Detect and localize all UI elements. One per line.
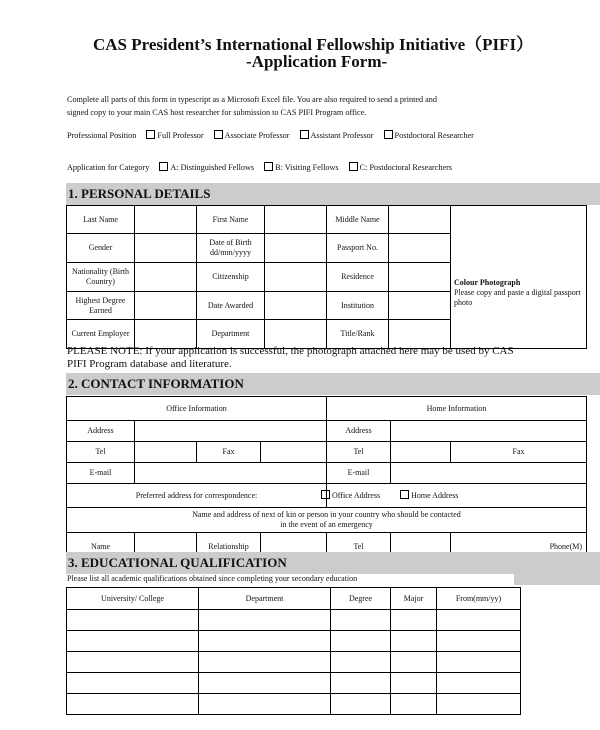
input-passport-no[interactable] xyxy=(389,234,451,263)
input-office-tel[interactable] xyxy=(135,442,197,463)
input-cell[interactable] xyxy=(437,694,521,715)
label-home-address: Address xyxy=(327,421,391,442)
input-institution[interactable] xyxy=(389,292,451,320)
option-postdoctoral: Postdoctoral Researcher xyxy=(394,131,474,140)
instructions-line-2: signed copy to your main CAS host researcher for submission to CAS PIFI Program office. xyxy=(67,108,367,117)
checkbox-associate-professor[interactable] xyxy=(214,130,223,139)
checkbox-category-a[interactable] xyxy=(159,162,168,171)
input-cell[interactable] xyxy=(199,610,331,631)
input-cell[interactable] xyxy=(437,673,521,694)
label-date-of-birth: Date of Birth dd/mm/yyyy xyxy=(197,234,265,263)
input-home-email[interactable] xyxy=(391,463,587,484)
col-major: Major xyxy=(391,588,437,610)
input-cell[interactable] xyxy=(331,610,391,631)
home-information-header: Home Information xyxy=(327,397,587,421)
table-row xyxy=(67,610,521,631)
input-first-name[interactable] xyxy=(265,206,327,234)
checkbox-postdoctoral[interactable] xyxy=(384,130,393,139)
input-cell[interactable] xyxy=(391,610,437,631)
input-highest-degree[interactable] xyxy=(135,292,197,320)
input-cell[interactable] xyxy=(67,631,199,652)
label-highest-degree: Highest Degree Earned xyxy=(67,292,135,320)
input-residence[interactable] xyxy=(389,263,451,292)
input-cell[interactable] xyxy=(391,694,437,715)
option-category-b: B: Visiting Fellows xyxy=(275,163,339,172)
option-assistant-professor: Assistant Professor xyxy=(310,131,374,140)
table-row xyxy=(67,673,521,694)
col-degree: Degree xyxy=(331,588,391,610)
education-subtitle: Please list all academic qualifications obtained since completing your secondary education xyxy=(67,574,358,583)
application-category-row xyxy=(67,162,452,172)
label-preferred-address: Preferred address for correspondence: xyxy=(67,484,327,508)
label-kin-tel: Tel xyxy=(327,533,391,561)
checkbox-home-address[interactable] xyxy=(400,490,409,499)
label-passport-no: Passport No. xyxy=(327,234,389,263)
section-bar-extension xyxy=(514,183,600,205)
checkbox-full-professor[interactable] xyxy=(146,130,155,139)
label-kin-name: Name xyxy=(67,533,135,561)
office-information-header: Office Information xyxy=(67,397,327,421)
input-cell[interactable] xyxy=(437,610,521,631)
photo-note: PLEASE NOTE: If your application is successful, the photograph attached here may be used by CAS PIFI Program database and literature. xyxy=(67,345,514,370)
input-cell[interactable] xyxy=(331,673,391,694)
col-from: From(mm/yy) xyxy=(437,588,521,610)
preferred-address-options xyxy=(327,484,587,508)
input-cell[interactable] xyxy=(199,631,331,652)
label-kin-relationship: Relationship xyxy=(197,533,261,561)
input-cell[interactable] xyxy=(391,631,437,652)
section-personal-details: 1. PERSONAL DETAILS xyxy=(66,183,600,205)
input-home-tel[interactable] xyxy=(391,442,451,463)
photo-box[interactable] xyxy=(451,206,587,349)
input-cell[interactable] xyxy=(437,631,521,652)
input-middle-name[interactable] xyxy=(389,206,451,234)
label-office-fax: Fax xyxy=(197,442,261,463)
input-office-email[interactable] xyxy=(135,463,327,484)
input-cell[interactable] xyxy=(199,673,331,694)
input-cell[interactable] xyxy=(199,694,331,715)
col-department: Department xyxy=(199,588,331,610)
label-office-address: Address xyxy=(67,421,135,442)
education-table xyxy=(66,587,521,715)
input-office-fax[interactable] xyxy=(261,442,327,463)
next-of-kin-line-2: in the event of an emergency xyxy=(280,520,373,529)
section-bar-extension xyxy=(514,373,600,395)
instructions xyxy=(67,93,527,119)
title-line-2: -Application Form- xyxy=(246,52,388,71)
checkbox-office-address[interactable] xyxy=(321,490,330,499)
professional-position-label: Professional Position xyxy=(67,131,137,140)
label-institution: Institution xyxy=(327,292,389,320)
input-date-of-birth[interactable] xyxy=(265,234,327,263)
label-home-tel: Tel xyxy=(327,442,391,463)
label-home-fax: Fax xyxy=(451,442,587,463)
option-category-a: A: Distinguished Fellows xyxy=(170,163,255,172)
title-line-1: CAS President’s International Fellowship Initiative（PIFI） xyxy=(93,35,534,54)
photo-instructions: Please copy and paste a digital passport photo xyxy=(454,288,581,307)
section-contact-information: 2. CONTACT INFORMATION xyxy=(66,373,600,395)
table-row xyxy=(67,631,521,652)
input-cell[interactable] xyxy=(67,673,199,694)
label-office-tel: Tel xyxy=(67,442,135,463)
checkbox-category-b[interactable] xyxy=(264,162,273,171)
col-university: University/ College xyxy=(67,588,199,610)
label-middle-name: Middle Name xyxy=(327,206,389,234)
personal-details-table xyxy=(66,205,587,349)
section-bar-extension xyxy=(514,552,600,585)
input-cell[interactable] xyxy=(331,694,391,715)
input-cell[interactable] xyxy=(437,652,521,673)
table-row xyxy=(67,694,521,715)
application-category-label: Application for Category xyxy=(67,163,150,172)
input-citizenship[interactable] xyxy=(265,263,327,292)
label-nationality: Nationality (Birth Country) xyxy=(67,263,135,292)
input-cell[interactable] xyxy=(331,631,391,652)
instructions-line-1: Complete all parts of this form in typescript as a Microsoft Excel file. You are also required to send a printed and xyxy=(67,95,437,104)
option-home-address: Home Address xyxy=(411,491,459,500)
label-last-name: Last Name xyxy=(67,206,135,234)
contact-table xyxy=(66,396,587,561)
input-cell[interactable] xyxy=(391,673,437,694)
label-title-rank: Title/Rank xyxy=(327,320,389,349)
input-cell[interactable] xyxy=(67,652,199,673)
professional-position-row xyxy=(67,130,474,140)
label-residence: Residence xyxy=(327,263,389,292)
label-home-email: E-mail xyxy=(327,463,391,484)
next-of-kin-header xyxy=(67,508,587,533)
option-full-professor: Full Professor xyxy=(157,131,204,140)
input-cell[interactable] xyxy=(67,610,199,631)
option-category-c: C: Postdoctoral Researchers xyxy=(359,163,452,172)
input-cell[interactable] xyxy=(391,652,437,673)
section-educational-qualification: 3. EDUCATIONAL QUALIFICATION xyxy=(66,552,600,574)
option-office-address: Office Address xyxy=(332,491,381,500)
label-current-employer: Current Employer xyxy=(67,320,135,349)
label-date-awarded: Date Awarded xyxy=(197,292,265,320)
next-of-kin-line-1: Name and address of next of kin or person in your country who should be contacted xyxy=(192,510,461,519)
label-kin-phone-m: Phone(M) xyxy=(451,533,587,561)
label-department: Department xyxy=(197,320,265,349)
label-gender: Gender xyxy=(67,234,135,263)
input-cell[interactable] xyxy=(67,694,199,715)
input-cell[interactable] xyxy=(331,652,391,673)
photo-title: Colour Photograph xyxy=(454,278,521,287)
checkbox-assistant-professor[interactable] xyxy=(300,130,309,139)
input-office-address[interactable] xyxy=(135,421,327,442)
option-associate-professor: Associate Professor xyxy=(224,131,290,140)
label-office-email: E-mail xyxy=(67,463,135,484)
input-home-address[interactable] xyxy=(391,421,587,442)
input-date-awarded[interactable] xyxy=(265,292,327,320)
input-gender[interactable] xyxy=(135,234,197,263)
label-first-name: First Name xyxy=(197,206,265,234)
label-citizenship: Citizenship xyxy=(197,263,265,292)
table-row xyxy=(67,652,521,673)
checkbox-category-c[interactable] xyxy=(349,162,358,171)
input-last-name[interactable] xyxy=(135,206,197,234)
input-nationality[interactable] xyxy=(135,263,197,292)
input-cell[interactable] xyxy=(199,652,331,673)
